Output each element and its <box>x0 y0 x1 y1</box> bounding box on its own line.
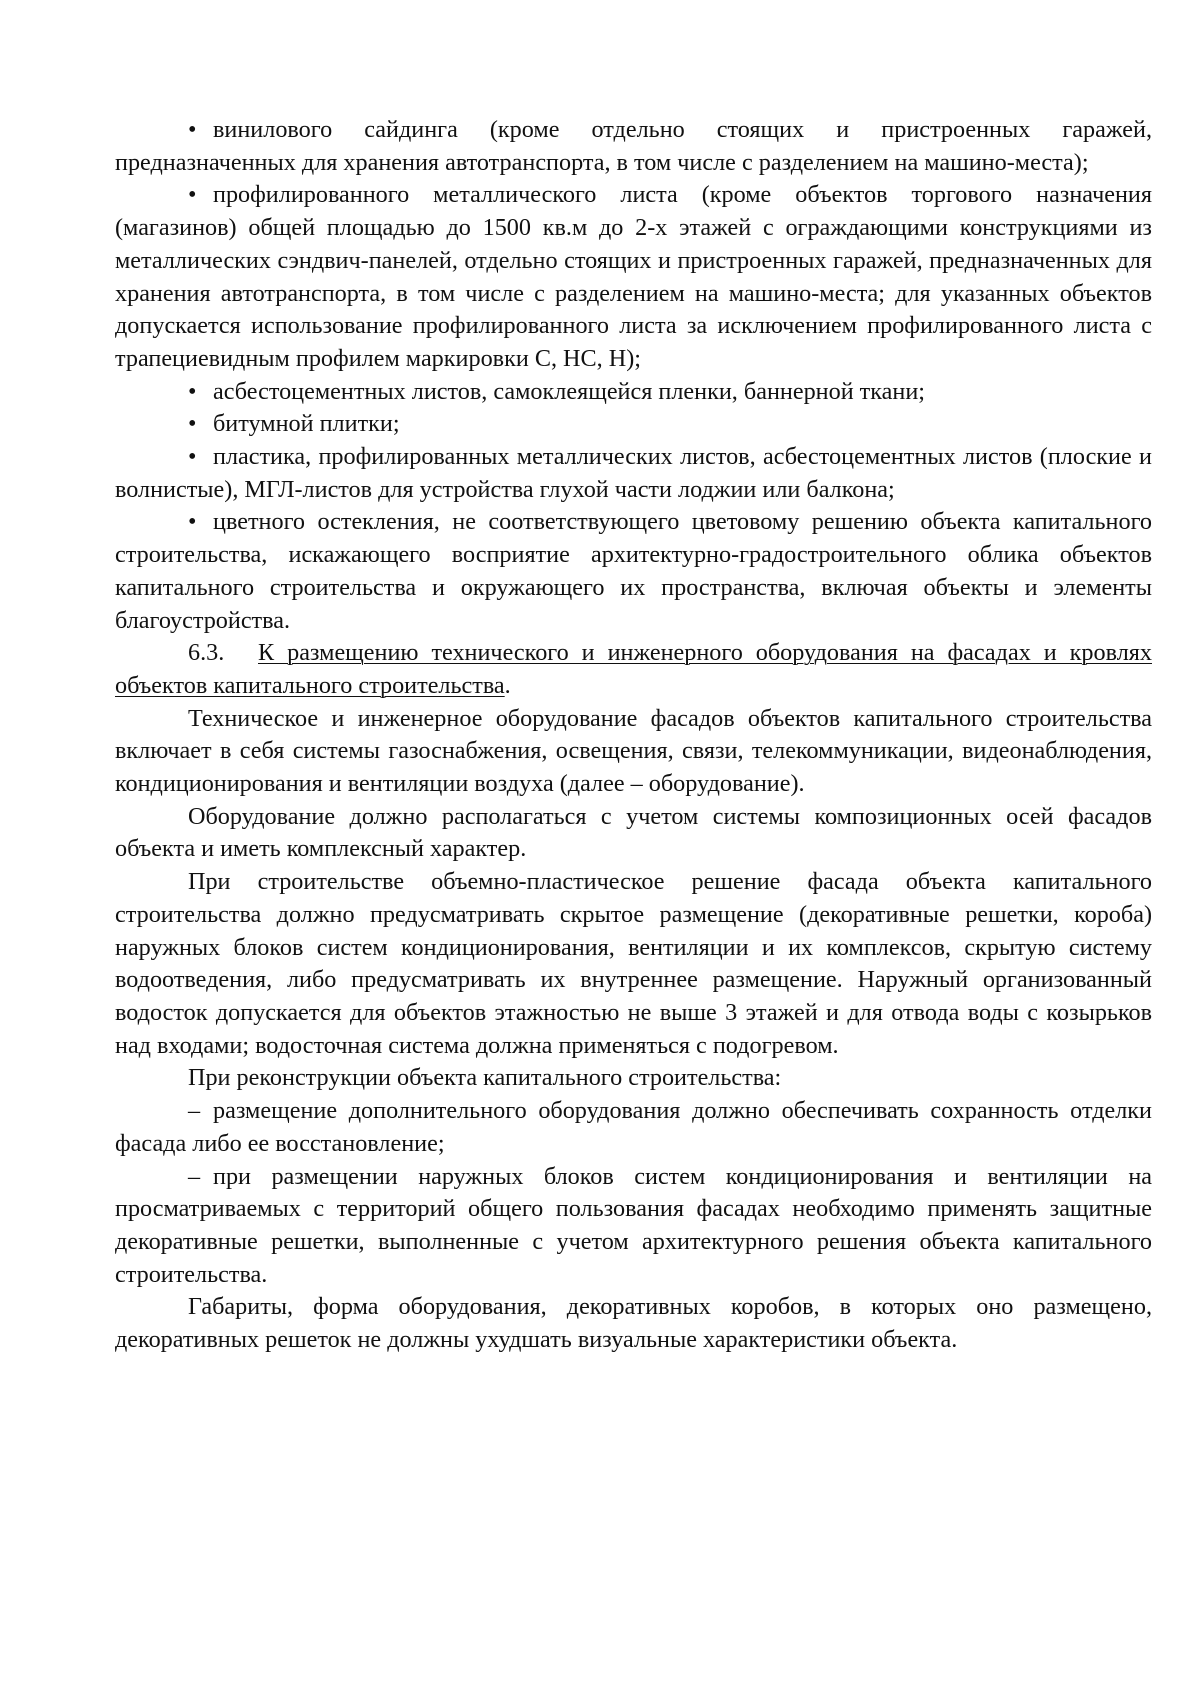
paragraph-equipment-definition: Техническое и инженерное оборудование фасадов объектов капитального строительства включает в себя системы газоснабжения, освещения, связи, телекоммуникации, видеонаблюдения, кондиционирования и вентиляции воздуха (далее – оборудование). <box>115 704 1152 798</box>
bullet-icon: • <box>188 377 197 405</box>
list-item-colored-glazing <box>115 506 1152 637</box>
section-heading <box>115 637 1152 702</box>
section-title: К размещению технического и инженерного оборудования на фасадах и кровлях объектов капитального строительства <box>115 639 1152 699</box>
list-item-bitumen-tile <box>115 408 1152 441</box>
bullet-icon: • <box>188 116 197 143</box>
dash-item-additional-equipment <box>115 1095 1152 1160</box>
list-item-vinyl-siding <box>115 114 1152 179</box>
list-item-text: винилового сайдинга (кроме отдельно стоящих и пристроенных гаражей, предназначенных для хранения автотранспорта, в том числе с разделением на машино-места); <box>115 116 1152 176</box>
paragraph-composition-axes: Оборудование должно располагаться с учетом системы композиционных осей фасадов объекта и иметь комплексный характер. <box>115 802 1152 863</box>
list-item-asbestos-sheets <box>115 376 1152 409</box>
list-item-text: битумной плитки; <box>213 410 400 438</box>
list-item-text: пластика, профилированных металлических листов, асбестоцементных листов (плоские и волнистые), МГЛ-листов для устройства глухой части лоджии или балкона; <box>115 443 1152 503</box>
bullet-icon: • <box>188 443 197 471</box>
dash-item-text: при размещении наружных блоков систем кондиционирования и вентиляции на просматриваемых с территорий общего пользования фасадах необходимо применять защитные декоративные решетки, выполненные с учетом архитектурного решения объекта капитального строительства. <box>115 1162 1152 1288</box>
bullet-icon: • <box>188 410 197 438</box>
dash-icon: – <box>188 1162 201 1190</box>
dash-icon: – <box>188 1097 201 1125</box>
document-page <box>115 114 1152 1357</box>
section-title-end: . <box>504 671 511 699</box>
section-number: 6.3. <box>188 639 225 667</box>
list-item-text: асбестоцементных листов, самоклеящейся пленки, баннерной ткани; <box>213 377 925 405</box>
paragraph-dimensions: Габариты, форма оборудования, декоративных коробов, в которых оно размещено, декоративных решеток не должны ухудшать визуальные характеристики объекта. <box>115 1293 1152 1354</box>
list-item-plastic-loggia <box>115 441 1152 506</box>
bullet-icon: • <box>188 181 197 209</box>
list-item-text: профилированного металлического листа (кроме объектов торгового назначения (магазинов) общей площадью до 1500 кв.м до 2-х этажей с ограждающими конструкциями из металлических сэндвич-панелей, отдельно стоящих и пристроенных гаражей, предназначенных для хранения автотранспорта, в том числе с разделением на машино-места; для указанных объектов допускается использование профилированного листа за исключением профилированного листа с трапециевидным профилем маркировки С, НС, Н); <box>115 181 1152 372</box>
list-item-text: цветного остекления, не соответствующего цветовому решению объекта капитального строительства, искажающего восприятие архитектурно-градостроительного облика объектов капитального строительства и окружающего их пространства, включая объекты и элементы благоустройства. <box>115 508 1152 634</box>
dash-item-decorative-grilles <box>115 1161 1152 1292</box>
bullet-icon: • <box>188 508 197 536</box>
paragraph-reconstruction-intro: При реконструкции объекта капитального строительства: <box>188 1064 782 1092</box>
list-item-profiled-sheet <box>115 179 1152 375</box>
dash-item-text: размещение дополнительного оборудования должно обеспечивать сохранность отделки фасада либо ее восстановление; <box>115 1097 1152 1157</box>
paragraph-construction-requirements: При строительстве объемно-пластическое решение фасада объекта капитального строительства должно предусматривать скрытое размещение (декоративные решетки, короба) наружных блоков систем кондиционирования, вентиляции и их комплексов, скрытую систему водоотведения, либо предусматривать их внутреннее размещение. Наружный организованный водосток допускается для объектов этажностью не выше 3 этажей и для отвода воды с козырьков над входами; водосточная система должна применяться с подогревом. <box>115 868 1152 1059</box>
